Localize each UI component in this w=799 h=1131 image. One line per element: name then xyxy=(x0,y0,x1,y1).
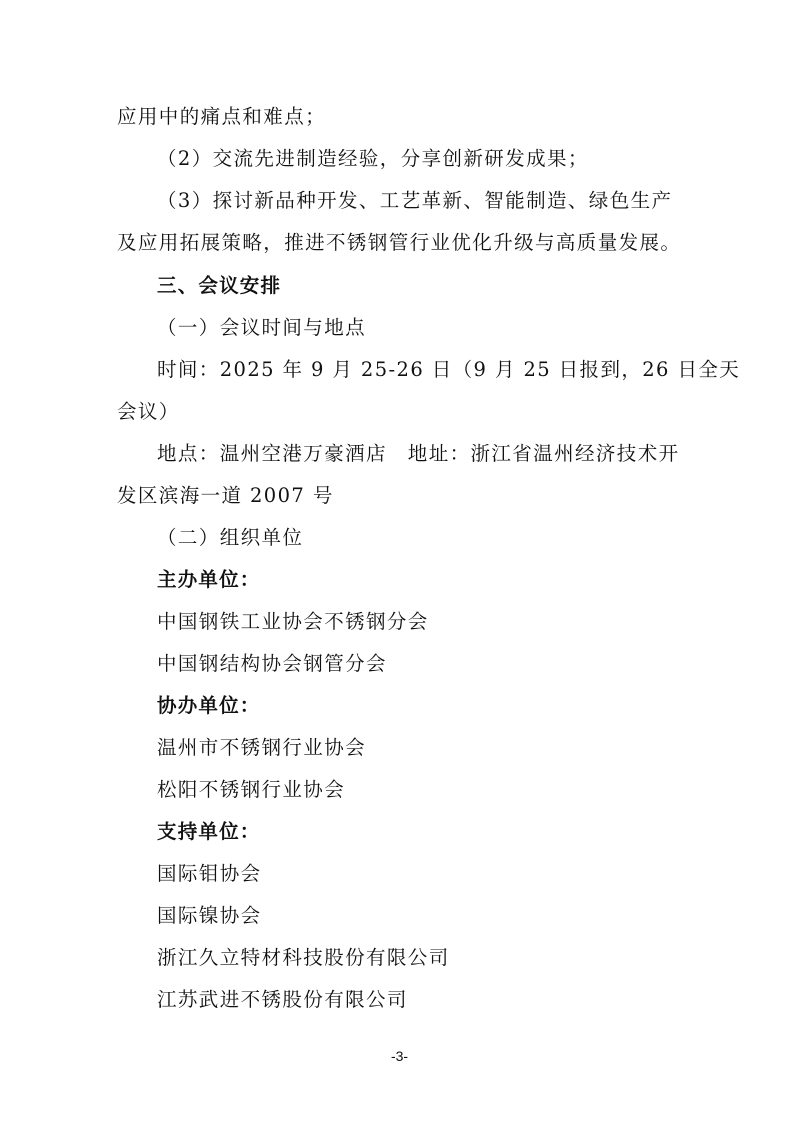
objective-item-3: （3）探讨新品种开发、工艺革新、智能制造、绿色生产 xyxy=(157,189,673,212)
support-label: 支持单位： xyxy=(157,820,261,843)
host-organization: 中国钢结构协会钢管分会 xyxy=(157,652,387,675)
section-heading: 三、会议安排 xyxy=(157,274,282,297)
meeting-place-continued: 发区滨海一道 2007 号 xyxy=(117,484,334,507)
objective-item-2: （2）交流先进制造经验，分享创新研发成果； xyxy=(157,147,589,170)
host-organization: 中国钢铁工业协会不锈钢分会 xyxy=(157,610,429,633)
support-organization: 国际钼协会 xyxy=(157,862,262,885)
support-organization: 浙江久立特材科技股份有限公司 xyxy=(157,946,450,969)
support-organization: 江苏武进不锈股份有限公司 xyxy=(157,988,408,1011)
meeting-time-continued: 会议） xyxy=(117,400,180,423)
subsection-heading: （一）会议时间与地点 xyxy=(157,316,367,339)
meeting-place: 地点：温州空港万豪酒店 地址：浙江省温州经济技术开 xyxy=(157,442,680,465)
cohost-organization: 松阳不锈钢行业协会 xyxy=(157,778,346,801)
cohost-organization: 温州市不锈钢行业协会 xyxy=(157,736,367,759)
cohost-label: 协办单位： xyxy=(157,694,261,717)
paragraph-line: 应用中的痛点和难点； xyxy=(117,105,327,128)
subsection-heading: （二）组织单位 xyxy=(157,526,304,549)
objective-item-3-continued: 及应用拓展策略，推进不锈钢管行业优化升级与高质量发展。 xyxy=(117,231,682,254)
meeting-time: 时间：2025 年 9 月 25-26 日（9 月 25 日报到，26 日全天 xyxy=(157,358,741,381)
page-number: -3- xyxy=(390,1048,409,1064)
support-organization: 国际镍协会 xyxy=(157,904,262,927)
host-label: 主办单位： xyxy=(157,568,261,591)
